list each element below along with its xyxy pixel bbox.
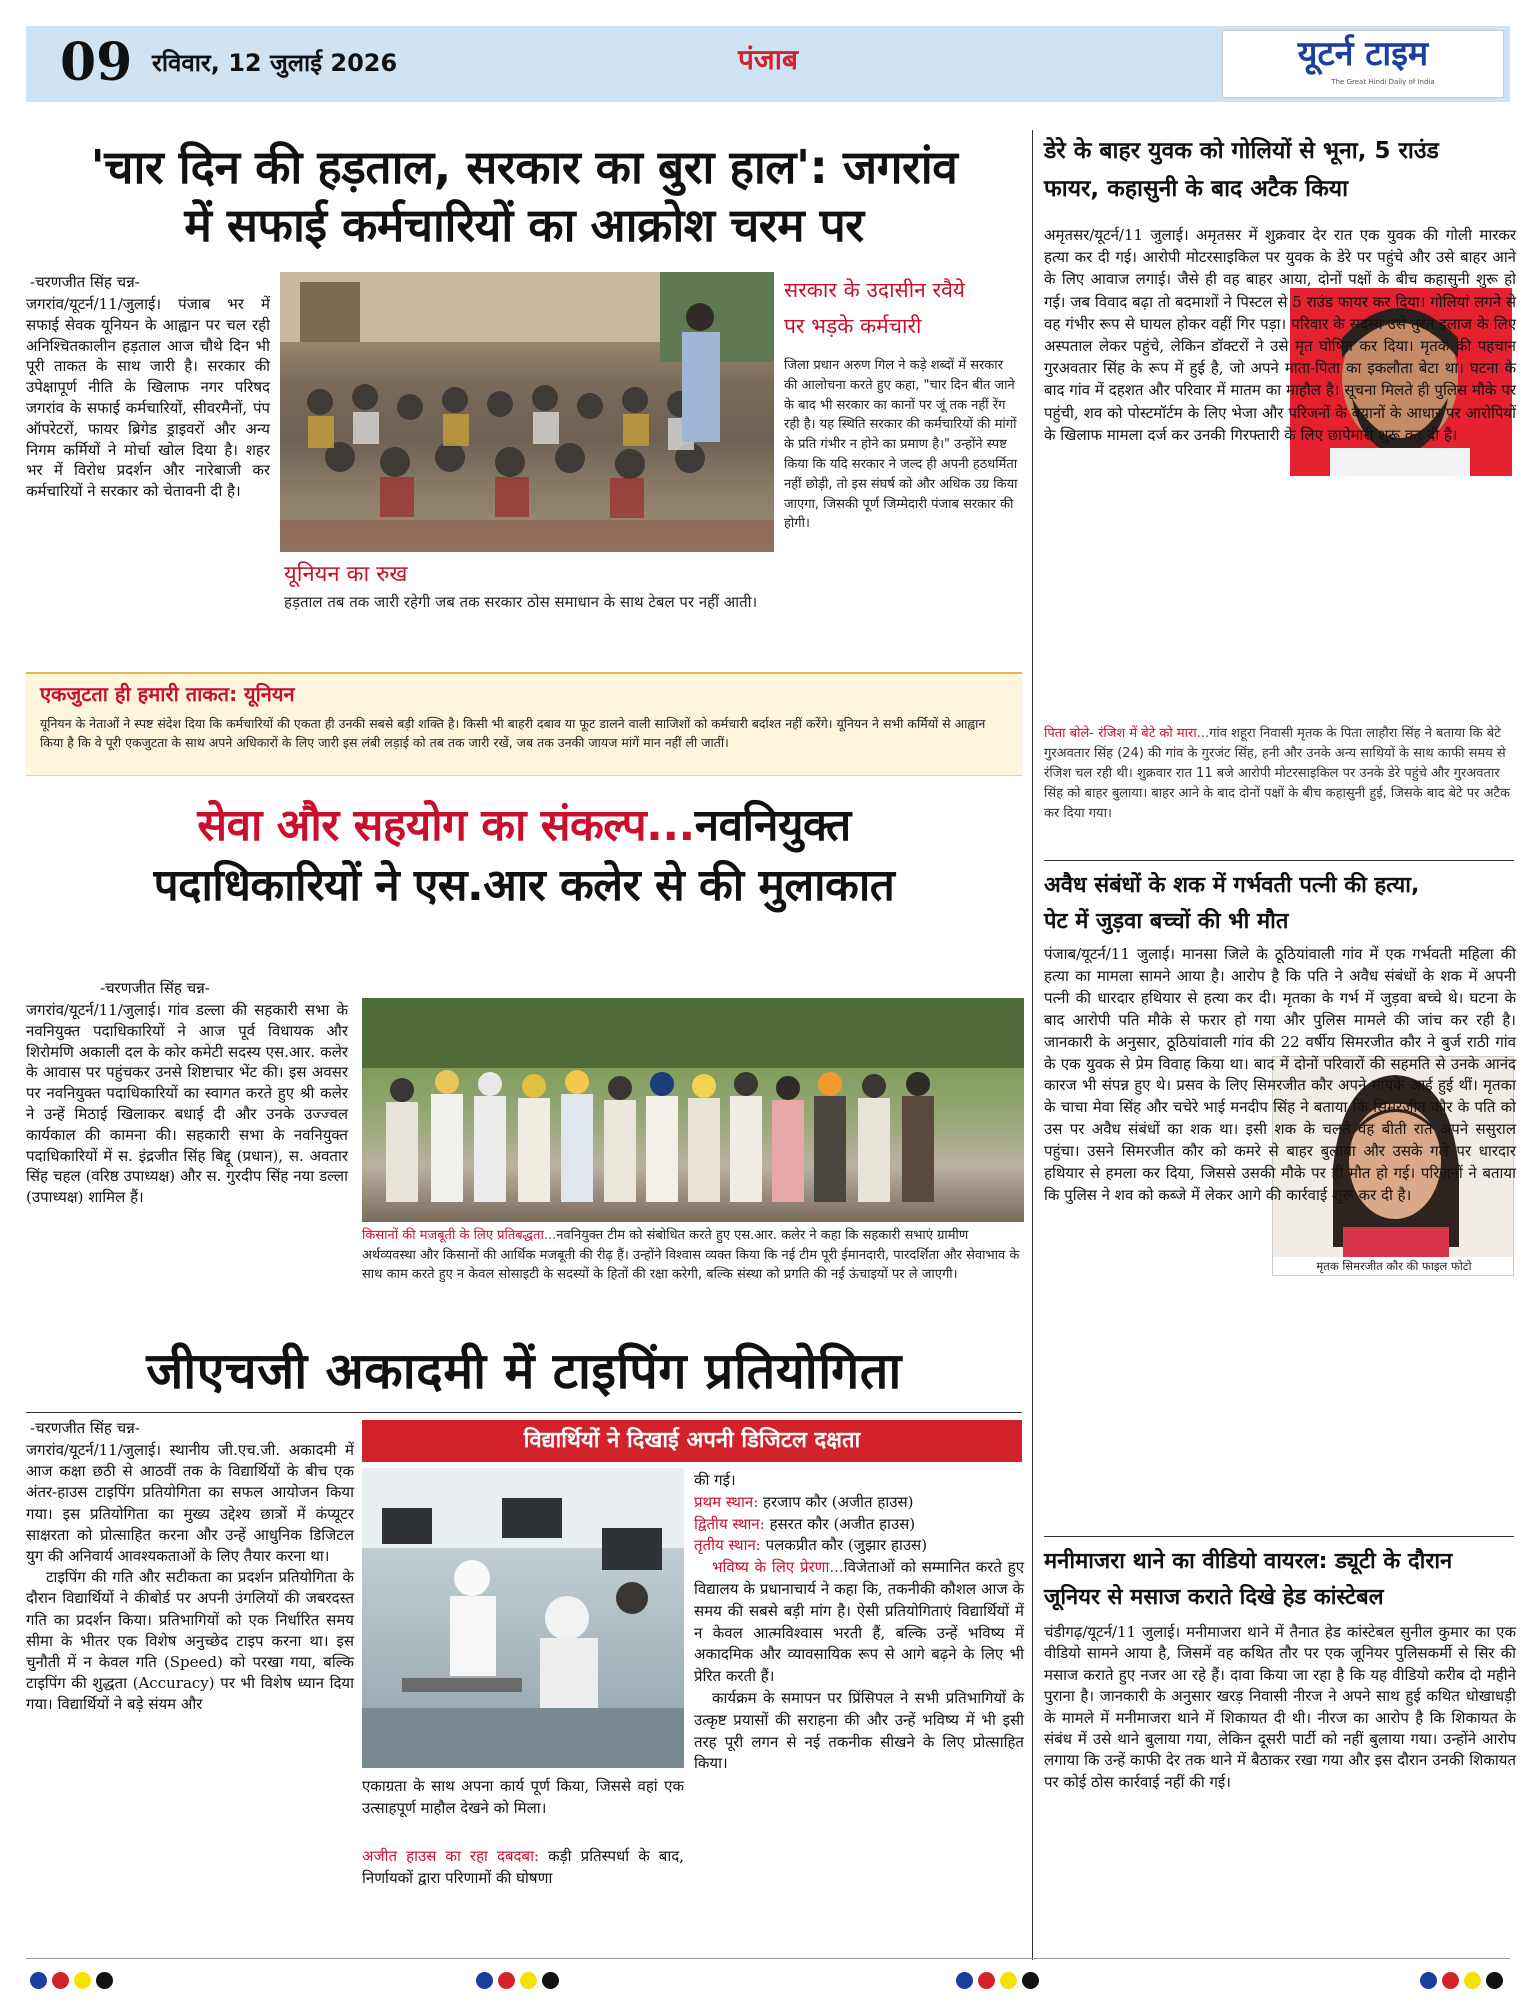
page-number: 09 [60,32,133,93]
story3-right [694,1470,1024,1775]
registration-dot [1000,1972,1017,1989]
registration-dot [520,1972,537,1989]
story3-future-label: भविष्य के लिए प्रेरणा... [712,1558,844,1577]
brand-name: यूटर्न टाइम [1297,34,1429,74]
protest-photo [280,272,774,552]
story3-headline: जीएचजी अकादमी में टाइपिंग प्रतियोगिता [146,1342,902,1400]
column-divider [1032,130,1033,1960]
registration-dot [498,1972,515,1989]
footer-dots-right [956,1972,1044,1993]
story3-body-p1: जगरांव/यूटर्न/11/जुलाई। स्थानीय जी.एच.जी. अकादमी में आज कक्षा छठी से आठवीं तक के विद्यार्थियों के बीच एक अंतर-हाउस टाइपिंग प्रतियोगिता का सफल आयोजन किया गया। इस प्रतियोगिता का मुख्य उद्देश्य छात्रों में कंप्यूटर साक्षरता को प्रोत्साहित करना और उन्हें आधुनिक डिजिटल युग की अनिवार्य आवश्यकताओं के लिए तैयार करना था। [26,1441,354,1566]
unity-box-body: यूनियन के नेताओं ने स्पष्ट संदेश दिया कि कर्मचारियों की एकता ही उनकी सबसे बड़ी शक्ति है। किसी भी बाहरी दबाव या फूट डालने वाली साजिशों को कर्मचारी बर्दाश्त नहीं करेंगे। यूनियन ने सभी कर्मियों से आह्वान किया है कि वे पूरी एकजुटता के साथ अपने अधिकारों के लिए जारी इस लंबी लड़ाई को तब तक जारी रखें, जब तक उनकी जायज मांगें मान नहीं ली जातीं। [40,716,986,750]
story5-headline [1044,868,1514,940]
story3-rule [26,1412,1022,1413]
story3-mid-head: अजीत हाउस का रहा दबदबा: [362,1847,540,1865]
registration-dot [1442,1972,1459,1989]
story1-byline: -चरणजीत सिंह चन्न- [30,273,140,291]
registration-dot [30,1972,47,1989]
story3-right-top: की गई। [694,1471,736,1489]
result-first-value: हरजाप कौर (अजीत हाउस) [758,1492,914,1511]
registration-dot [74,1972,91,1989]
story2-byline: -चरणजीत सिंह चन्न- [100,979,210,997]
registration-dot [1420,1972,1437,1989]
footer-dots-left [30,1972,118,1993]
result-first [694,1492,1024,1514]
unity-box-head: एकजुटता ही हमारी ताकत: यूनियन [40,682,295,706]
story3-body-p2: टाइपिंग की गति और सटीकता का प्रदर्शन प्रतियोगिता के दौरान विद्यार्थियों ने कीबोर्ड पर अपनी उंगलियों की जबरदस्त गति का प्रदर्शन किया। प्रतिभागियों को एक निर्धारित समय सीमा के भीतर एक विशेष अनुच्छेद टाइप करना था। इस चुनौती में न केवल गति (Speed) को परखा गया, बल्कि टाइपिंग की शुद्धता (Accuracy) पर भी विशेष ध्यान दिया गया। विद्यार्थियों ने बड़े संयम और [26,1568,354,1714]
result-second-label: द्वितीय स्थान: [694,1514,765,1533]
story1-headline [26,138,1022,254]
footer-dots-center [476,1972,564,1993]
story6-headline-line2: जूनियर से मसाज कराते दिखे हेड कांस्टेबल [1044,1585,1384,1610]
brand-tagline: The Great Hindi Daily of India [1331,78,1435,86]
story3-mid-text2: कड़ी प्रतिस्पर्धा के बाद, निर्णायकों द्वारा परिणामों की घोषणा [362,1847,684,1887]
story2-headline-red: सेवा और सहयोग का संकल्प... [197,800,695,851]
story1-body: जगरांव/यूटर्न/11/जुलाई। पंजाब भर में सफाई सेवक यूनियन के आह्वान पर चल रही अनिश्चितकालीन हड़ताल आज चौथे दिन भी पूरी ताकत के साथ जारी है। सरकार की उपेक्षापूर्ण नीति के खिलाफ नगर परिषद जगरांव के सफाई कर्मचारियों, सीवरमैनों, पंप ऑपरेटरों, फायर ब्रिगेड ड्राइवरों और अन्य निगम कर्मियों ने मोर्चा खोल दिया है। शहर भर में विरोध प्रदर्शन और नारेबाजी कर कर्मचारियों ने सरकार को चेतावनी दी है। [26,295,270,501]
story1-side-head [784,272,1024,344]
story1-headline-line1: 'चार दिन की हड़ताल, सरकार का बुरा हाल': जगरांव [90,140,958,194]
story4-headline-line1: डेरे के बाहर युवक को गोलियों से भूना, 5 राउंड [1044,138,1439,164]
story3-mid-text: एकाग्रता के साथ अपना कार्य पूर्ण किया, जिससे वहां एक उत्साहपूर्ण माहौल देखने को मिला। [362,1777,684,1817]
story1-headline-line2: में सफाई कर्मचारियों का आक्रोश चरम पर [184,198,864,252]
story4-headline [1044,132,1512,208]
story2-body: जगरांव/यूटर्न/11/जुलाई। गांव डल्ला की सहकारी सभा के नवनियुक्त पदाधिकारियों ने आज पूर्व विधायक और शिरोमणि अकाली दल के कोर कमेटी सदस्य एस.आर. कलेर के आवास पर पहुंचकर उनसे शिष्टाचार भेंट की। इस अवसर पर नवनियुक्त पदाधिकारियों का स्वागत करते हुए श्री कलेर ने उन्हें मिठाई खिलाकर बधाई दी और उनके उज्ज्वल कार्यकाल की कामना की। सहकारी सभा के नवनियुक्त पदाधिकारियों में स. इंद्रजीत सिंह बिद्दू (प्रधान), स. अवतार सिंह चहल (वरिष्ठ उपाध्यक्ष) और स. गुरदीप सिंह नया डल्ला (उपाध्यक्ष) शामिल हैं। [26,1001,348,1207]
result-third [694,1535,1024,1557]
story4-sub [1044,724,1514,824]
group-photo-caption-head: किसानों की मजबूती के लिए प्रतिबद्धता... [362,1228,557,1243]
victim-photo-woman-caption: मृतक सिमरजीत कौर की फाइल फोटो [1273,1257,1514,1275]
result-third-value: पलकप्रीत कौर (जुझार हाउस) [760,1536,928,1555]
story2-headline [26,796,1022,916]
story5-body: पंजाब/यूटर्न/11 जुलाई। मानसा जिले के ठूठियांवाली गांव में एक गर्भवती महिला की हत्या का मामला सामने आया है। आरोप है कि पति ने अवैध संबंधों के शक में अपनी पत्नी की धारदार हथियार से हत्या कर दी। मृतका के गर्भ में जुड़वा बच्चे थे। घटना के बाद आरोपी पति मौके से फरार हो गया और पुलिस मामले की जांच कर रही है। जानकारी के अनुसार, ठूठियांवाली गांव की 22 वर्षीय सिमरजीत कौर ने बुर्ज राठी गांव के एक युवक से प्रेम विवाह किया था। बाद में दोनों परिवारों की सहमति से उनके आनंद कारज भी संपन्न हुए थे। प्रसव के लिए सिमरजीत कौर अपने मायके आई हुई थीं। मृतका के चाचा मेवा सिंह और चचेरे भाई मनदीप सिंह ने बताया कि सिमरजीत कौर के पति को उस पर अवैध संबंधों का शक था। इसी शक के चलते वह बीती रात अपने ससुराल पहुंचा। उसने सिमरजीत कौर को कमरे से बाहर बुलाया और उसके गले पर धारदार हथियार से हमला कर दिया, जिससे उसकी मौके पर ही मौत हो गई। परिजनों ने बताया कि पुलिस ने शव को कब्जे में लेकर आगे की कार्रवाई शुरू कर दी है। [1044,945,1516,1204]
brand-logo [1222,30,1504,98]
story3-byline: -चरणजीत सिंह चन्न- [30,1419,140,1437]
result-second-value: हसरत कौर (अजीत हाउस) [764,1514,916,1533]
registration-dot [52,1972,69,1989]
story4-headline-line2: फायर, कहासुनी के बाद अटैक किया [1044,176,1349,202]
result-third-label: तृतीय स्थान: [694,1536,761,1555]
story1-side-body: जिला प्रधान अरुण गिल ने कड़े शब्दों में सरकार की आलोचना करते हुए कहा, "चार दिन बीत जाने के बाद भी सरकार का कानों पर जूं तक नहीं रेंग रही है। यह स्थिति सरकार की कर्मचारियों की मांगों के प्रति गंभीर न होने का प्रमाण है।" उन्होंने स्पष्ट किया कि यदि सरकार ने जल्द ही अपनी हठधर्मिता नहीं छोड़ी, तो इस संघर्ष को और अधिक उग्र किया जाएगा, जिसकी पूर्ण जिम्मेदारी पंजाब सरकार की होगी। [784,358,1018,532]
typing-photo [362,1468,684,1768]
story2-headline-line2: पदाधिकारियों ने एस.आर कलेर से की मुलाकात [153,860,895,911]
story3-future-text: विजेताओं को सम्मानित करते हुए विद्यालय के प्रधानाचार्य ने कहा कि, तकनीकी कौशल आज के समय की सबसे बड़ी मांग है। ऐसी प्रतियोगिताएं विद्यार्थियों में न केवल आत्मविश्वास भरती हैं, बल्कि उन्हें भविष्य में अकादमिक और व्यावसायिक रूप से आगे बढ़ने के लिए भी प्रेरित करती हैं। [694,1558,1024,1686]
story6-headline [1044,1544,1514,1616]
story5-headline-line1: अवैध संबंधों के शक में गर्भवती पत्नी की हत्या, [1044,873,1420,898]
footer-rule [26,1958,1510,1959]
story1-side-head-line2: पर भड़के कर्मचारी [784,314,922,338]
page-date: रविवार, 12 जुलाई 2026 [152,49,398,77]
story3-mid [362,1846,684,1889]
registration-dot [1486,1972,1503,1989]
group-photo-art [362,998,1024,1222]
registration-dot [978,1972,995,1989]
protest-photo-art [280,272,774,552]
story3-body [26,1440,354,1716]
story5-headline-line2: पेट में जुड़वा बच्चों की भी मौत [1044,909,1289,934]
registration-dot [956,1972,973,1989]
footer-dots-far-right [1420,1972,1508,1993]
registration-dot [476,1972,493,1989]
story2-headline-line1 [26,796,1022,856]
registration-dot [96,1972,113,1989]
story3-banner [362,1420,1022,1462]
story6-headline-line1: मनीमाजरा थाने का वीडियो वायरल: ड्यूटी के दौरान [1044,1549,1453,1574]
protest-photo-caption-head: यूनियन का रुख [284,562,408,587]
result-first-label: प्रथम स्थान: [694,1492,759,1511]
story6-body: चंडीगढ़/यूटर्न/11 जुलाई। मनीमाजरा थाने में तैनात हेड कांस्टेबल सुनील कुमार का एक वीडियो सामने आया है, जिसमें वह कथित तौर पर एक जूनियर पुलिसकर्मी से सिर की मसाज कराते हुए नजर आ रहे हैं। दावा किया जा रहा है कि यह वीडियो करीब दो महीने पुराना है। जानकारी के अनुसार खरड़ निवासी नीरज ने अपने साथ हुई कथित धोखाधड़ी के मामले में मनीमाजरा थाने में शिकायत दी थी। नीरज का आरोप है कि शिकायत के संबंध में उसे थाने बुलाया गया, लेकिन दूसरी पार्टी को नहीं बुलाया गया। उन्होंने आरोप लगाया कि उन्हें काफी देर तक थाने में बैठाकर रखा गया और इस दौरान उनकी शिकायत पर कोई ठोस कार्रवाई नहीं की गई। [1044,1623,1516,1791]
story5-rule [1044,1536,1514,1537]
story2-headline-line1-rest: नवनियुक्त [694,800,851,851]
story3-closing: कार्यक्रम के समापन पर प्रिंसिपल ने सभी प्रतिभागियों के उत्कृष्ट प्रयासों की सराहना की और उन्हें भविष्य में भी इसी तरह पूरी लगन से नई तकनीक सीखने के लिए प्रोत्साहित किया। [694,1688,1024,1773]
story4-body: अमृतसर/यूटर्न/11 जुलाई। अमृतसर में शुक्रवार देर रात एक युवक की गोली मारकर हत्या कर दी गई। आरोपी मोटरसाइकिल पर युवक के डेरे पर पहुंचे और उसे बाहर आने के लिए आवाज लगाई। जैसे ही वह बाहर आया, दोनों पक्षों के बीच कहासुनी शुरू हो गई। जब विवाद बढ़ा तो बदमाशों ने पिस्टल से 5 राउंड फायर कर दिया। गोलियां लगने से वह गंभीर रूप से घायल होकर वहीं गिर पड़ा। परिवार के सदस्य उसे तुरंत इलाज के लिए अस्पताल लेकर पहुंचे, लेकिन डॉक्टरों ने उसे मृत घोषित कर दिया। मृतक की पहचान गुरअवतार सिंह के रूप में हुई है, जो अपने माता-पिता का इकलौता बेटा था। घटना के बाद गांव में दहशत और परिवार में मातम का माहौल है। सूचना मिलते ही पुलिस मौके पर पहुंची, शव को पोस्टमॉर्टम के लिए भेजा और परिजनों के बयानों के आधार पर आरोपियों के खिलाफ मामला दर्ज कर उनकी गिरफ्तारी के लिए छापेमारी शुरू कर दी है। [1044,226,1516,444]
story4-sub-body: गांव शहूरा निवासी मृतक के पिता लाहौरा सिंह ने बताया कि बेटे गुरअवतार सिंह (24) की गांव के गुरजंट सिंह, हनी और उनके अन्य साथियों के साथ काफी समय से रंजिश चल रही थी। शुक्रवार रात 11 बजे आरोपी मोटरसाइकिल पर उनके डेरे पहुंचे और गुरअवतार सिंह को बाहर बुलाया। बाहर आने के बाद दोनों पक्षों के बीच कहासुनी हुई, जिसके बाद बेटे पर अटैक कर दिया गया। [1044,726,1511,821]
result-second [694,1514,1024,1536]
group-photo-caption [362,1226,1022,1285]
group-photo-caption-text: नवनियुक्त टीम को संबोधित करते हुए एस.आर. कलेर ने कहा कि सहकारी सभाएं ग्रामीण अर्थव्यवस्था और किसानों की आर्थिक मजबूती की रीढ़ हैं। उन्होंने विश्वास व्यक्त किया कि नई टीम पूरी ईमानदारी, पारदर्शिता और सेवाभाव के साथ काम करते हुए न केवल सोसाइटी के सदस्यों के हितों की रक्षा करेगी, बल्कि संस्था को प्रगति की नई ऊंचाइयों पर ले जाएगी। [362,1228,1020,1282]
story3-future [694,1557,1024,1688]
group-photo [362,998,1024,1222]
story4-sub-head: पिता बोले- रंजिश में बेटे को मारा... [1044,726,1210,741]
typing-photo-art [362,1468,684,1768]
registration-dot [1464,1972,1481,1989]
registration-dot [542,1972,559,1989]
story3-banner-text: विद्यार्थियों ने दिखाई अपनी डिजिटल दक्षता [523,1428,861,1453]
unity-box [26,672,1022,776]
story4-rule [1044,860,1514,861]
protest-photo-caption: हड़ताल तब तक जारी रहेगी जब तक सरकार ठोस समाधान के साथ टेबल पर नहीं आती। [284,593,758,611]
story1-side-head-line1: सरकार के उदासीन रवैये [784,278,965,302]
section-label: पंजाब [738,43,798,76]
registration-dot [1022,1972,1039,1989]
